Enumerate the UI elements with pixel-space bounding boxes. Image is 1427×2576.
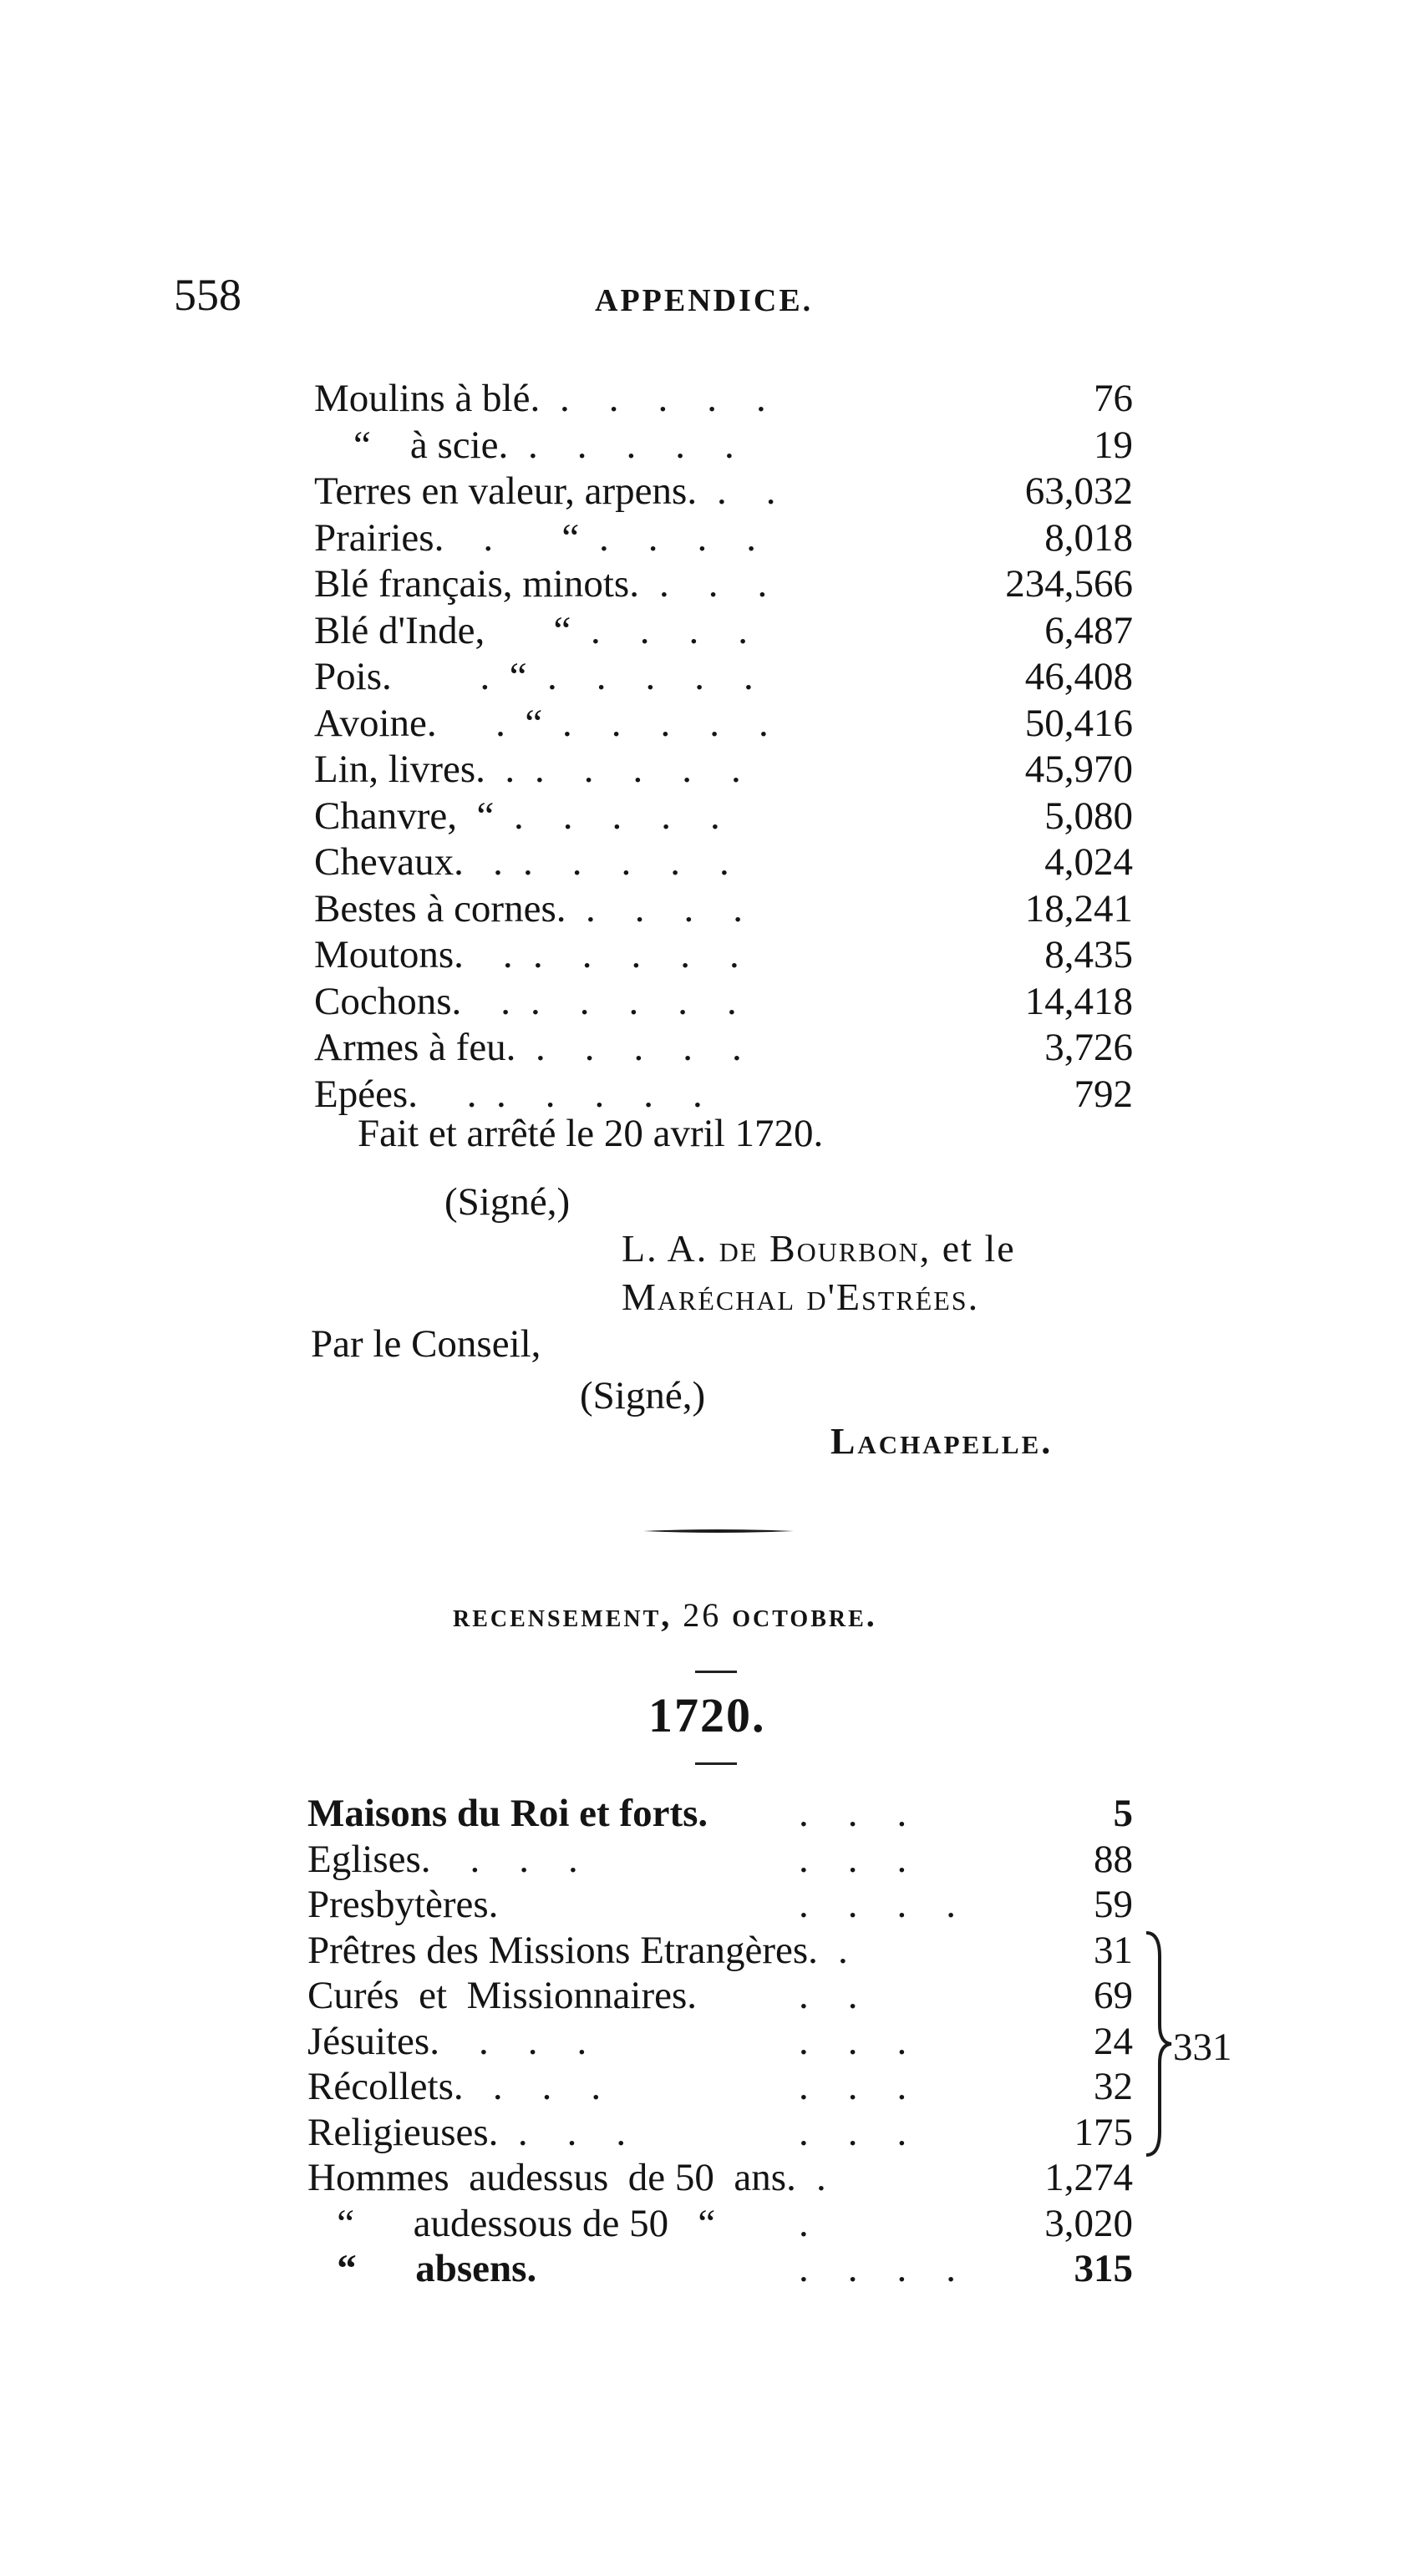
census-1720-row bbox=[0, 2246, 1427, 2293]
row-value: 32 bbox=[1094, 2065, 1133, 2108]
row-label: Cochons. . bbox=[314, 979, 510, 1023]
row-label: “ audessous de 50 “ bbox=[307, 2201, 716, 2245]
row-value: 31 bbox=[1094, 1928, 1133, 1972]
row-leader-dots: . . . . . bbox=[528, 423, 734, 467]
census-1720-row bbox=[0, 2155, 1427, 2202]
row-label: Blé d'Inde, “ bbox=[314, 608, 571, 652]
row-label: Moulins à blé. bbox=[314, 377, 541, 420]
row-label: Lin, livres. . bbox=[314, 748, 515, 791]
row-leader-dots: . . . . . bbox=[535, 748, 741, 791]
row-label: Hommes audessus de 50 ans. bbox=[307, 2156, 796, 2199]
row-label: “ à scie. bbox=[314, 423, 509, 467]
bourbon-particle: de bbox=[719, 1227, 759, 1270]
census-1719-row bbox=[0, 423, 1427, 469]
row-leader-dots: . . . bbox=[799, 1792, 907, 1835]
section-word-recensement: recensement, bbox=[453, 1596, 673, 1634]
census-1719-row bbox=[0, 515, 1427, 562]
rule-below-year bbox=[695, 1762, 737, 1765]
row-label: Pois. . “ bbox=[314, 655, 527, 698]
row-label: Chevaux. . bbox=[314, 840, 503, 884]
row-value: 1,274 bbox=[1044, 2156, 1133, 2199]
row-leader-dots: . . . . . bbox=[536, 1026, 742, 1069]
census-1719-row bbox=[0, 979, 1427, 1026]
row-leader-dots: . . bbox=[799, 1974, 858, 2017]
row-value: 14,418 bbox=[1024, 979, 1133, 1023]
bourbon-surname: Bourbon, bbox=[758, 1227, 942, 1270]
row-value: 315 bbox=[1074, 2247, 1133, 2290]
row-leader-dots: . . . bbox=[799, 2065, 907, 2108]
row-label: Armes à feu. bbox=[314, 1026, 516, 1069]
row-leader-dots: . . . . . bbox=[562, 701, 769, 745]
census-1719-row bbox=[0, 839, 1427, 886]
row-label: Jésuites. . . . bbox=[307, 2019, 587, 2063]
row-leader-dots: . . . . bbox=[591, 608, 748, 652]
row-label: Moutons. . bbox=[314, 933, 513, 976]
census-1719-row bbox=[0, 794, 1427, 840]
row-value: 24 bbox=[1094, 2019, 1133, 2063]
row-value: 3,726 bbox=[1044, 1026, 1133, 1069]
row-value: 8,435 bbox=[1044, 933, 1133, 976]
row-leader-dots: . . . bbox=[799, 2019, 907, 2063]
row-leader-dots: . . . . . bbox=[523, 840, 729, 884]
row-leader-dots: . bbox=[838, 1928, 848, 1972]
census-1719-row bbox=[0, 701, 1427, 748]
row-label: “ absens. bbox=[307, 2247, 537, 2290]
census-1720-row bbox=[0, 2201, 1427, 2248]
council-line: Par le Conseil, bbox=[311, 1322, 541, 1366]
right-brace bbox=[1145, 1931, 1173, 2157]
section-date: 26 bbox=[672, 1596, 733, 1634]
census-1720-row bbox=[0, 2110, 1427, 2157]
row-label: Eglises. . . . bbox=[307, 1837, 578, 1881]
row-value: 6,487 bbox=[1044, 608, 1133, 652]
row-label: Bestes à cornes. bbox=[314, 886, 566, 931]
census-1719-row bbox=[0, 376, 1427, 423]
signatory-bourbon bbox=[622, 1226, 1016, 1270]
row-leader-dots: . . . . bbox=[586, 886, 743, 931]
census-1719-row bbox=[0, 654, 1427, 701]
signed-mark-2: (Signé,) bbox=[580, 1374, 706, 1417]
census-1719-row bbox=[0, 469, 1427, 515]
row-label: Chanvre, “ bbox=[314, 794, 495, 838]
census-1719-row bbox=[0, 561, 1427, 608]
census-1719-row bbox=[0, 886, 1427, 933]
row-value: 59 bbox=[1094, 1883, 1133, 1926]
row-value: 88 bbox=[1094, 1837, 1133, 1881]
row-leader-dots: . . . . . bbox=[531, 979, 737, 1023]
running-title: APPENDICE. bbox=[595, 283, 814, 318]
row-value: 3,020 bbox=[1044, 2201, 1133, 2245]
bourbon-initials: L. A. bbox=[622, 1227, 719, 1270]
census-1719-row bbox=[0, 932, 1427, 979]
row-value: 46,408 bbox=[1024, 655, 1133, 698]
census-1720-row bbox=[0, 1837, 1427, 1884]
row-leader-dots: . . . . bbox=[799, 1883, 956, 1926]
row-value: 50,416 bbox=[1024, 701, 1133, 745]
row-value: 69 bbox=[1094, 1974, 1133, 2017]
row-leader-dots: . . . . . bbox=[514, 794, 720, 838]
row-label: Presbytères. bbox=[307, 1883, 499, 1926]
row-label: Prairies. . “ bbox=[314, 515, 580, 560]
row-value: 792 bbox=[1074, 1072, 1133, 1116]
census-1720-row bbox=[0, 1882, 1427, 1929]
row-label: Prêtres des Missions Etrangères. bbox=[307, 1928, 818, 1972]
row-value: 45,970 bbox=[1024, 748, 1133, 791]
row-label: Maisons du Roi et forts. bbox=[307, 1792, 708, 1835]
row-leader-dots: . bbox=[816, 2156, 826, 2199]
census-1720-row bbox=[0, 2064, 1427, 2111]
row-value: 8,018 bbox=[1044, 515, 1133, 560]
signatory-lachapelle: Lachapelle. bbox=[830, 1421, 1054, 1462]
row-label: Religieuses. . . . bbox=[307, 2110, 627, 2154]
row-label: Blé français, minots. bbox=[314, 562, 639, 606]
ornamental-divider bbox=[643, 1529, 794, 1534]
row-value: 5 bbox=[1113, 1792, 1133, 1835]
row-leader-dots: . . . . . bbox=[533, 933, 739, 976]
row-label: Curés et Missionnaires. bbox=[307, 1974, 698, 2017]
census-1720-row bbox=[0, 1791, 1427, 1838]
signed-mark-1: (Signé,) bbox=[444, 1180, 571, 1224]
page-number: 558 bbox=[174, 270, 241, 320]
row-label: Avoine. . “ bbox=[314, 701, 543, 745]
row-value: 19 bbox=[1094, 423, 1133, 467]
row-leader-dots: . . . . bbox=[799, 2247, 956, 2290]
rule-above-year bbox=[695, 1671, 737, 1673]
row-value: 175 bbox=[1074, 2110, 1133, 2154]
row-leader-dots: . . . bbox=[659, 562, 768, 606]
section-word-octobre: octobre. bbox=[732, 1596, 877, 1634]
row-label: Terres en valeur, arpens. bbox=[314, 469, 698, 513]
religious-total: 331 bbox=[1173, 2026, 1232, 2069]
row-leader-dots: . . . . . bbox=[496, 1072, 703, 1116]
row-leader-dots: . . . . . bbox=[547, 655, 754, 698]
census-1720-row bbox=[0, 1928, 1427, 1975]
row-leader-dots: . bbox=[799, 2201, 809, 2245]
bourbon-conjunction: et le bbox=[942, 1227, 1016, 1270]
row-leader-dots: . . bbox=[717, 469, 776, 513]
row-leader-dots: . . . . . bbox=[560, 377, 766, 420]
row-label: Epées. . bbox=[314, 1072, 477, 1116]
date-statement: Fait et arrêté le 20 avril 1720. bbox=[358, 1112, 824, 1155]
row-value: 5,080 bbox=[1044, 794, 1133, 838]
row-value: 234,566 bbox=[1005, 562, 1133, 606]
row-value: 18,241 bbox=[1024, 886, 1133, 931]
section-year: 1720. bbox=[648, 1688, 766, 1742]
row-leader-dots: . . . bbox=[799, 2110, 907, 2154]
section-heading bbox=[453, 1595, 877, 1635]
census-1719-row bbox=[0, 608, 1427, 655]
row-label: Récollets. . . . bbox=[307, 2065, 602, 2108]
census-1720-row bbox=[0, 1973, 1427, 2020]
census-1719-row bbox=[0, 1025, 1427, 1072]
census-1719-row bbox=[0, 747, 1427, 794]
row-leader-dots: . . . bbox=[799, 1837, 907, 1881]
signatory-marechal: Maréchal d'Estrées. bbox=[622, 1275, 980, 1318]
row-value: 4,024 bbox=[1044, 840, 1133, 884]
row-value: 63,032 bbox=[1024, 469, 1133, 513]
row-value: 76 bbox=[1094, 377, 1133, 420]
row-leader-dots: . . . . bbox=[599, 515, 756, 560]
